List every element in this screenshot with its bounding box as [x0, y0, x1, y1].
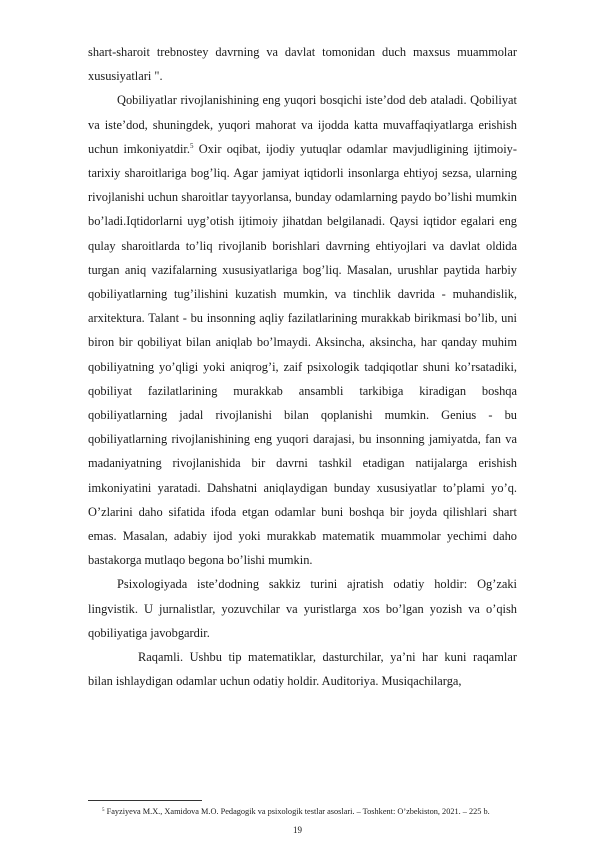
footnote-divider [88, 800, 202, 801]
footnote [88, 805, 517, 819]
paragraph-talent-rest: Oxir oqibat, ijodiy yutuqlar odamlar mavjudligining ijtimoiy-tarixiy sharoitlariga bog’liq. Agar jamiyat iqtidorli insonlarga ehtiyoj sezsa, ularning rivojlanishi uchun sharoitlar tayyorlansa, bunday odamlarning paydo bo’lishi mumkin bo’ladi.Iqtidorlarni uyg’otish ijtimoiy jihatdan belgilanadi. Qaysi iqtidor egalari eng qulay sharoitlarda to’liq rivojlanib borishlari davrning ehtiyojlari va davlat oldida turgan aniq vazifalarning xususiyatlariga bog’liq. Masalan, urushlar paytida harbiy qobiliyatlarning tug’ilishini kuzatish mumkin, va tinchlik davrida - muhandislik, arxitektura. Talant - bu insonning aqliy fazilatlarining murakkab birikmasi bo’lib, uni biron bir qobiliyat bilan aniqlab bo’lmaydi. Aksincha, aksincha, har qanday muhim qobiliyatning yo’qligi yoki aniqrog’i, zaif psixologik tadqiqotlar shuni ko’rsatadiki, qobiliyat fazilatlarining murakkab ansambli tarkibiga kiradigan boshqa qobiliyatlarning jadal rivojlanishi bilan qoplanishi mumkin. Genius - bu qobiliyatlarning rivojlanishining eng yuqori darajasi, bu insonning jamiyatda, fan va madaniyatning rivojlanishida bir davrni tashkil etadigan natijalarga erishish imkoniyatini yaratadi. Dahshatni aniqlaydigan bunday xususiyatlar to’plami yo’q. O’zlarini daho sifatida ifoda etgan odamlar buni boshqa bir joyda qilishlari shart emas. Masalan, adabiy ijod yoki murakkab matematik muammolar yechimi daho bastakorga mutlaqo begona bo’lishi mumkin. [88, 141, 517, 568]
paragraph-talent-types: Psixologiyada iste’dodning sakkiz turini ajratish odatiy holdir: Og’zaki lingvistik. U jurnalistlar, yozuvchilar va yuristlarga xos bo’lgan yozish va o’qish qobiliyatiga javobgardir. [88, 577, 517, 640]
paragraph-talent-start: Qobiliyatlar rivojlanishining eng yuqori bosqichi iste’dod deb ataladi. Qobiliyat va iste’dod, shuningdek, yuqori mahorat va ijodda katta muvaffaqiyatlarga erishish uchun imkoniyatdir. [88, 93, 517, 156]
paragraph-numeric: Raqamli. Ushbu tip matematiklar, dasturchilar, ya’ni har kuni raqamlar bilan ishlaydigan odamlar uchun odatiy holdir. Auditoriya. Musiqachilarga, [88, 650, 517, 689]
body-text [88, 40, 517, 693]
footnote-text: Fayziyeva M.X., Xamidova M.O. Pedagogik va psixologik testlar asoslari. – Toshkent: O’zbekiston, 2021. – 225 b. [104, 807, 490, 816]
footnote-reference[interactable]: 5 [189, 141, 194, 150]
page-number: 19 [293, 825, 302, 835]
footnote-mark: 5 [102, 808, 105, 813]
paragraph-talent [88, 88, 517, 572]
paragraph-continuation: shart-sharoit trebnostey davrning va davlat tomonidan duch maxsus muammolar xususiyatlari ". [88, 45, 517, 84]
